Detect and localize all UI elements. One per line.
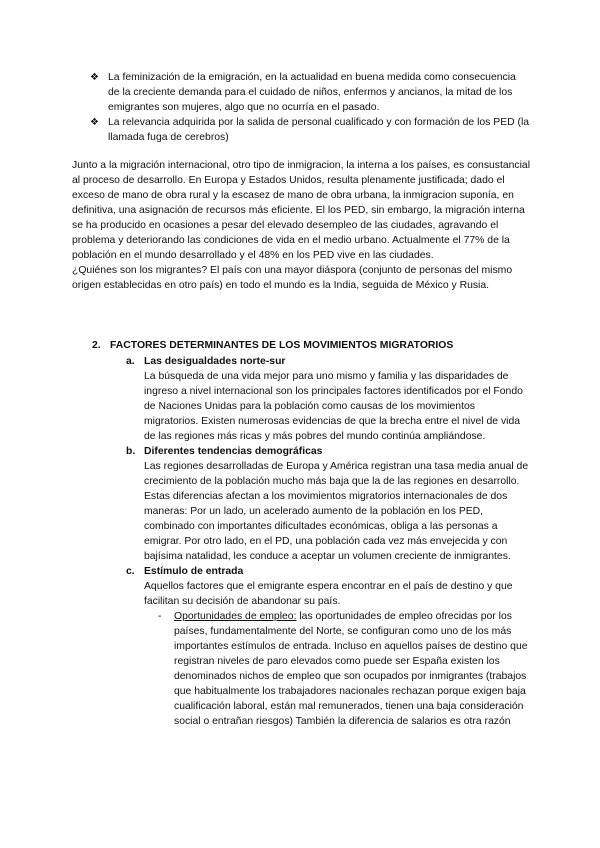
subsection-a: [92, 354, 532, 444]
subsection-title: Estímulo de entrada: [144, 566, 244, 577]
bullet-item: [90, 115, 530, 145]
paragraph-question: ¿Quiénes son los migrantes? El país con una mayor diáspora (conjunto de personas del mismo origen establecidas en otro país) en todo el mundo es la India, seguida de México y Rusia.: [72, 265, 513, 291]
section-title: FACTORES DETERMINANTES DE LOS MOVIMIENTOS MIGRATORIOS: [110, 340, 454, 351]
body-paragraph: [72, 158, 532, 293]
dash-item-text: [174, 609, 532, 729]
subsection-body: La búsqueda de una vida mejor para uno mismo y familia y las disparidades de ingreso a nivel internacional son los principales factores identificados por el Fondo de Naciones Unidas para la población como causas de los movimientos migratorios. Existen numerosas evidencias de que la brecha entre el nivel de vida de las regiones más ricas y más pobres del mundo continúa ampliándose.: [144, 371, 523, 442]
dash-bullet: -: [158, 611, 162, 622]
bullet-text: La feminización de la emigración, en la actualidad en buena medida como consecuencia de la creciente demanda para el cuidado de niños, enfermos y ancianos, la mitad de los emigrantes son mujeres, algo que no ocurría en el pasado.: [108, 72, 516, 113]
bullet-list: [90, 70, 530, 145]
bullet-item: [90, 70, 530, 115]
section-number: 2.: [92, 340, 101, 351]
subsection-letter: b.: [126, 446, 136, 457]
bullet-text: La relevancia adquirida por la salida de personal cualificado y con formación de los PED (la llamada fuga de cerebros): [108, 117, 530, 143]
subsection-title: Las desigualdades norte-sur: [144, 356, 286, 367]
subsection-letter: a.: [126, 356, 135, 367]
subsection-heading: [126, 444, 532, 459]
dash-item-body: las oportunidades de empleo ofrecidas por los países, fundamentalmente del Norte, se configuran como uno de los más importantes estímulos de entrada. Incluso en aquellos países de destino que registran niveles de paro elevados como puede ser España existen los denominados nichos de empleo que son ocupados por inmigrantes (trabajos que habitualmente los trabajadores nacionales rechazan porque exigen baja cualificación laboral, están mal remunerados, tienen una baja consideración social o entrañan riesgos) También la diferencia de salarios es otra razón: [174, 611, 528, 727]
section-factors: [92, 338, 532, 729]
subsection-letter: c.: [126, 566, 135, 577]
diamond-bullet-icon: ❖: [90, 117, 99, 128]
paragraph-main: Junto a la migración internacional, otro tipo de inmigracion, la interna a los países, es consustancial al proceso de desarrollo. En Europa y Estados Unidos, resulta plenamente justificada; dado el exceso de mano de obra rural y la escasez de mano de obra urbana, la inmigracion suponía, en definitiva, una asignación de recursos más eficiente. El los PED, sin embargo, la migración interna se ha producido en ocasiones a pesar del elevado desempleo de las ciudades, agravando el problema y deteriorando las condiciones de vida en el medio urbano. Actualmente el 77% de la población en el mundo desarrollado y el 48% en los PED vive en las ciudades.: [72, 160, 531, 261]
diamond-bullet-icon: ❖: [90, 72, 99, 83]
dash-item-label: Oportunidades de empleo:: [174, 611, 297, 622]
subsection-heading: [126, 354, 532, 369]
section-heading: [92, 338, 532, 354]
subsection-title: Diferentes tendencias demográficas: [144, 446, 323, 457]
subsection-heading: [126, 564, 532, 579]
subsection-c: [92, 564, 532, 729]
subsection-body: Las regiones desarrolladas de Europa y América registran una tasa media anual de crecimiento de la población mucho más baja que la de las regiones en desarrollo. Estas diferencias afectan a los movimientos migratorios internacionales de dos maneras: Por un lado, un acelerado aumento de la población en los PED, combinado con importantes dificultades económicas, obliga a las personas a emigrar. Por otro lado, en el PD, una población cada vez más envejecida y con bajísima natalidad, les conduce a aceptar un volumen creciente de inmigrantes.: [144, 461, 529, 562]
subsection-b: [92, 444, 532, 564]
dash-list-item: [158, 609, 532, 729]
subsection-body: Aquellos factores que el emigrante espera encontrar en el país de destino y que facilitan su decisión de abandonar su país.: [144, 581, 513, 607]
